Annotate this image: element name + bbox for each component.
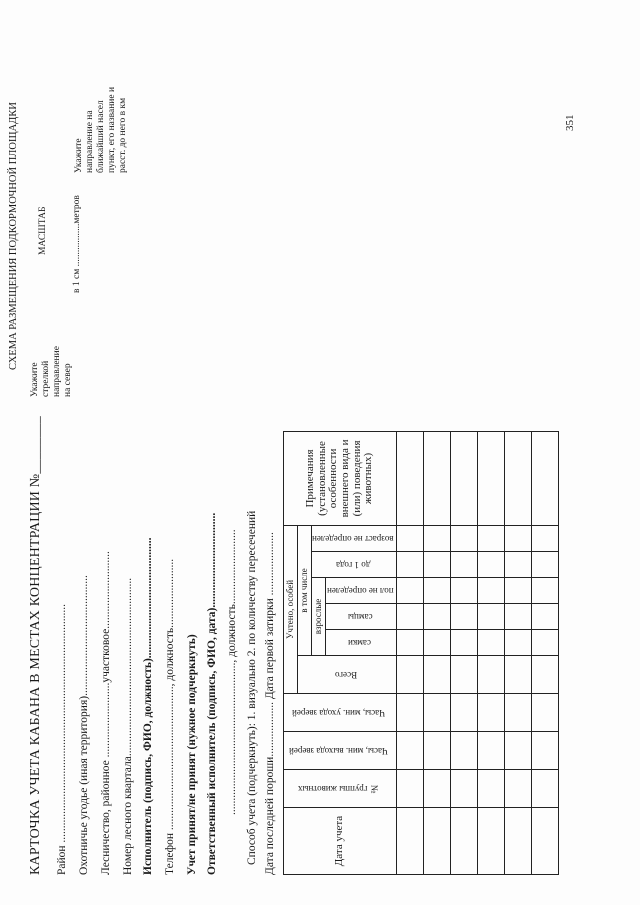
header-counted: Учтено, особей bbox=[284, 525, 298, 693]
field-quarter: Номер лесного квартала.............................................................. bbox=[122, 577, 134, 875]
count-table bbox=[283, 431, 559, 875]
header-notes: Примечания (установленные особенности внешнего вида и (или) поведения животных) bbox=[284, 431, 397, 525]
field-dates: Дата последней пороши................... Дата первой затирки ...................... bbox=[264, 532, 276, 875]
header-males: самцы bbox=[326, 604, 397, 630]
header-date: Дата учета bbox=[284, 808, 397, 875]
field-executor: Исполнитель (подпись, ФИО, должность).......................................... bbox=[142, 537, 154, 875]
table-row bbox=[396, 431, 423, 874]
header-sex-unknown: пол не определен bbox=[326, 578, 397, 604]
scheme-title: СХЕМА РАЗМЕЩЕНИЯ ПОДКОРМОЧНОЙ ПЛОЩАДКИ bbox=[8, 102, 19, 370]
table-row bbox=[504, 431, 531, 874]
table-row bbox=[477, 431, 504, 874]
header-under-year: до 1 года bbox=[312, 552, 397, 578]
field-hunting-ground: Охотничье угодье (иная территория).......................................... bbox=[78, 575, 90, 875]
header-in-that: в том числе bbox=[298, 525, 312, 655]
field-forestry: Лесничество, районное ..........................участковое........................... bbox=[100, 551, 112, 875]
table-row bbox=[450, 431, 477, 874]
field-phone: Телефон .................................................., должность........................ bbox=[164, 558, 176, 875]
scale-value: в 1 см ..................метров bbox=[72, 195, 82, 293]
header-arrival: Часы, мин. выхода зверей bbox=[284, 732, 397, 770]
table-row bbox=[423, 431, 450, 874]
header-group-no: № группы животных bbox=[284, 770, 397, 808]
header-age-unknown: возраст не определен bbox=[312, 525, 397, 551]
table-row bbox=[531, 431, 558, 874]
direction-instruction: Укажите направление на ближайший насел пункт, его название и расст. до него в км bbox=[74, 86, 128, 173]
field-responsible-line: ....................................................., должность.......................... bbox=[226, 529, 238, 815]
field-method: Способ учета (подчеркнуть): 1. визуально 2. по количеству пересечений bbox=[246, 510, 258, 865]
page-number: 351 bbox=[564, 114, 576, 131]
field-responsible: Ответственный исполнитель (подпись, ФИО, дата)................................. bbox=[206, 512, 218, 875]
scale-label: МАСШТАБ bbox=[38, 206, 48, 255]
north-instruction: Укажите стрелкой направление на север bbox=[30, 346, 73, 397]
field-accepted: Учет принят/не принят (нужное подчеркнуть) bbox=[186, 634, 198, 875]
header-total: Всего bbox=[298, 656, 397, 694]
header-females: самки bbox=[326, 630, 397, 656]
header-adults: взрослые bbox=[312, 578, 326, 656]
field-region: Район ................................................................................... bbox=[56, 603, 68, 875]
header-departure: Часы, мин. ухода зверей bbox=[284, 694, 397, 732]
card-title: КАРТОЧКА УЧЕТА КАБАНА В МЕСТАХ КОНЦЕНТРАЦИИ №________ bbox=[28, 416, 43, 875]
